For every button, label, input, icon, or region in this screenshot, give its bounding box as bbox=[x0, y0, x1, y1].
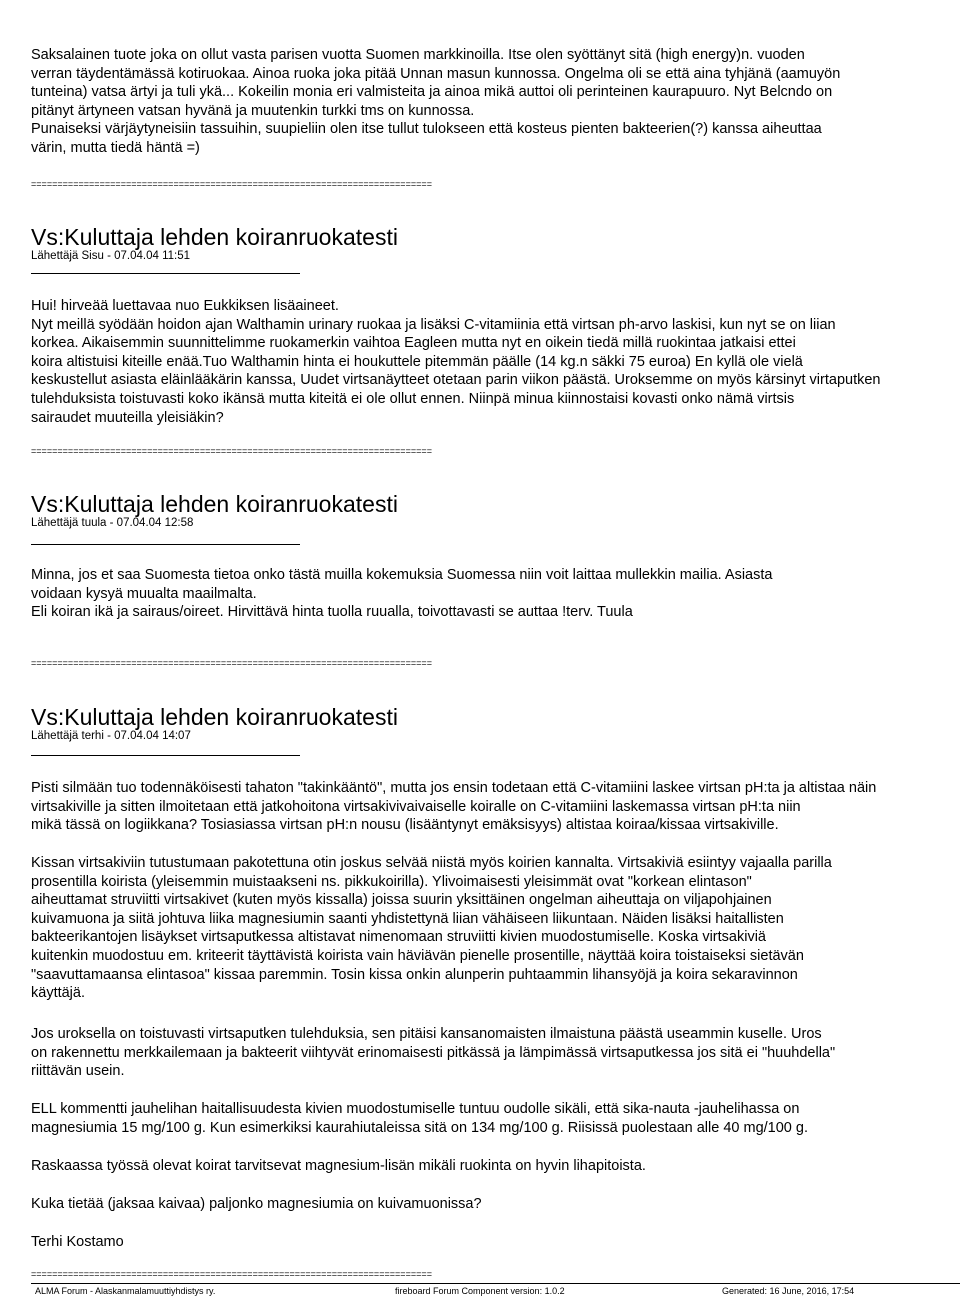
post-signature: Terhi Kostamo bbox=[31, 1234, 124, 1250]
post-separator: ============================================================================ bbox=[31, 1269, 432, 1279]
post-paragraph: ELL kommentti jauhelihan haitallisuudesta kivien muodostumiselle tuntuu oudolle sikäli, että sika-nauta -jauhelihassa on magnesiumia 15 mg/100 g. Kun esimerkiksi kaurahiutaleissa sitä on 134 mg/100 g. Riisissä puolestaan alle 40 mg/100 g. bbox=[31, 1101, 808, 1136]
intro-post-body: Saksalainen tuote joka on ollut vasta parisen vuotta Suomen markkinoilla. Itse olen syöttänyt sitä (high energy)n. vuoden verran täydentämässä kotiruokaa. Ainoa ruoka joka pitää Unnan masun kunnossa. Ongelma oli se että aina tyhjänä (aamuyön tunteina) vatsa ärtyi ja tuli ykä... Kokeilin monia eri valmisteita ja ainoa mikä auttoi oli perinteinen kaurapuuro. Nyt Belcndo on pitänyt ärtyneen vatsan hyvänä ja muutenkin turkki tms on kunnossa. Punaiseksi värjäytyneisiin tassuihin, suupieliin olen itse tullut tulokseen että kosteus pienten bakteerien(?) kanssa aiheuttaa värin, mutta tiedä häntä =) bbox=[31, 47, 841, 156]
post-divider bbox=[31, 755, 300, 756]
post-paragraph: Jos uroksella on toistuvasti virtsaputken tulehduksia, sen pitäisi kansanomaisten ilmaistuna päästä useammin kuselle. Uros on rakennettu merkkailemaan ja bakteerit viihtyvät erinomaisesti pitkässä ja lämpimässä virtsaputkessa jos sitä ei "huuhdella" riittävän usein. bbox=[31, 1026, 836, 1080]
footer-divider bbox=[31, 1283, 960, 1284]
footer-generated-date: Generated: 16 June, 2016, 17:54 bbox=[722, 1286, 855, 1296]
post-separator: ============================================================================ bbox=[31, 446, 432, 456]
footer-site-name: ALMA Forum - Alaskanmalamuuttiyhdistys ry. bbox=[35, 1286, 216, 1296]
post-meta: Lähettäjä tuula - 07.04.04 12:58 bbox=[31, 517, 194, 529]
post-title: Vs:Kuluttaja lehden koiranruokatesti bbox=[31, 704, 398, 730]
footer-component-version: fireboard Forum Component version: 1.0.2 bbox=[395, 1286, 565, 1296]
post-paragraph: Raskaassa työssä olevat koirat tarvitsevat magnesium-lisän mikäli ruokinta on hyvin lihapitoista. bbox=[31, 1158, 646, 1174]
post-meta: Lähettäjä terhi - 07.04.04 14:07 bbox=[31, 730, 191, 742]
post-title: Vs:Kuluttaja lehden koiranruokatesti bbox=[31, 224, 398, 250]
post-separator: ============================================================================ bbox=[31, 179, 432, 189]
post-title: Vs:Kuluttaja lehden koiranruokatesti bbox=[31, 491, 398, 517]
post-divider bbox=[31, 273, 300, 274]
post-meta: Lähettäjä Sisu - 07.04.04 11:51 bbox=[31, 250, 190, 262]
post-body: Hui! hirveää luettavaa nuo Eukkiksen lisäaineet. Nyt meillä syödään hoidon ajan Walthamin urinary ruokaa ja lisäksi C-vitamiinia että virtsan ph-arvo laskisi, kun nyt se on liian korkea. Aikaisemmin suunnittelimme ruokamerkin vaihtoa Eagleen mutta nyt en oikein tiedä millä ruokintaa jatkaisi ettei koira altistuisi kiteille enää.Tuo Walthamin hinta ei houkuttele pitemmän päälle (14 kg.n säkki 75 euroa) En kyllä ole vielä keskustellut asiasta eläinlääkärin kanssa, Uudet virtsanäytteet otetaan parin viikon päästä. Uroksemme on myös kärsinyt virtaputken tulehduksista toistuvasti koko ikänsä mutta kiteitä ei ole ollut ennen. Niinpä minua kiinnostaisi kovasti onko nämä virtsis sairaudet muuteilla yleisiäkin? bbox=[31, 298, 881, 426]
post-paragraph: Kissan virtsakiviin tutustumaan pakotettuna otin joskus selvää niistä myös koirien kannalta. Virtsakiviä esiintyy vajaalla parilla prosentilla koirista (yleisemmin muistaakseni ns. pikkukoirilla). Ylivoimaisesti yleisimmät ovat "korkean elintason" aiheuttamat struviitti virtsakivet (kuten myös kissalla) joissa suurin yksittäinen ongelman aiheuttaja on viljapohjainen kuivamuona ja siitä johtuva liika magnesiumin saanti yhdistettynä liian vähäiseen liikuntaan. Näiden lisäksi haitallisten bakteerikantojen lisäykset virtsaputkessa altistavat nimenomaan struviitti kivien muodostumiselle. Koska virtsakiviä kuitenkin muodostuu em. kriteerit täyttävistä koirista vain häviävän pienelle prosentille, näyttää koira toistaiseksi sietävän "saavuttamaansa elintasoa" kissaa paremmin. Tosin kissa onkin alunperin puhtaammin lihansyöjä ja koira sekaravinnon käyttäjä. bbox=[31, 855, 832, 1002]
post-separator: ============================================================================ bbox=[31, 658, 432, 668]
post-divider bbox=[31, 544, 300, 545]
post-paragraph: Pisti silmään tuo todennäköisesti tahaton "takinkääntö", mutta jos ensin todetaan että C-vitamiini laskee virtsan pH:ta ja altistaa näin virtsakiville ja sitten ilmoitetaan että jatkohoitona virtsakivivaivaiselle koiralle on C-vitamiini laskemassa virtsan pH:ta niin mikä tässä on logiikkana? Tosiasiassa virtsan pH:n nousu (lisääntynyt emäksisyys) altistaa koiraa/kissaa virtsakiville. bbox=[31, 780, 877, 834]
forum-print-page bbox=[31, 0, 960, 1297]
post-paragraph: Kuka tietää (jaksaa kaivaa) paljonko magnesiumia on kuivamuonissa? bbox=[31, 1196, 482, 1212]
post-body: Minna, jos et saa Suomesta tietoa onko tästä muilla kokemuksia Suomessa niin voit laittaa mullekkin mailia. Asiasta voidaan kysyä muualta maailmalta. Eli koiran ikä ja sairaus/oireet. Hirvittävä hinta tuolla ruualla, toivottavasti se auttaa !terv. Tuula bbox=[31, 567, 773, 621]
